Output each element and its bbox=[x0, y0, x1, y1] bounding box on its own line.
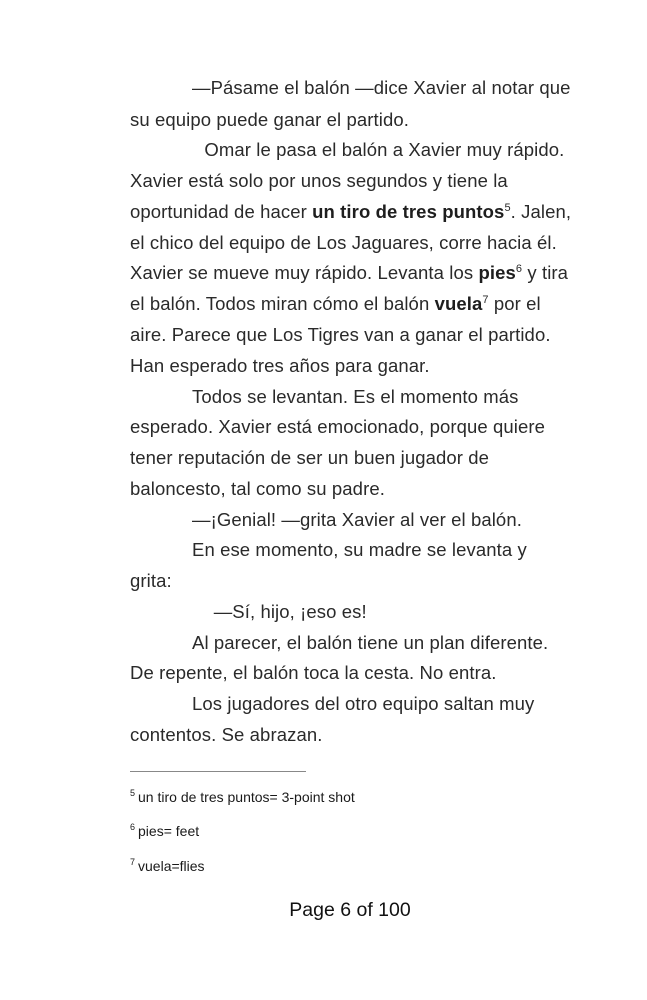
footnote-number: 5 bbox=[130, 788, 136, 799]
text-line bbox=[130, 108, 409, 132]
text-line bbox=[192, 538, 527, 562]
text-segment: Al parecer, el balón tiene un plan diferente. bbox=[192, 632, 549, 653]
footnote-number: 6 bbox=[130, 822, 136, 833]
text-segment: contentos. Se abrazan. bbox=[130, 724, 323, 745]
text-segment: Todos se levantan. Es el momento más bbox=[192, 386, 519, 407]
text-line bbox=[192, 631, 548, 655]
text-segment: . Jalen, bbox=[510, 201, 572, 222]
glossary-term: un tiro de tres puntos bbox=[312, 201, 505, 222]
text-line bbox=[192, 76, 571, 100]
text-segment: grita: bbox=[130, 570, 172, 591]
text-line bbox=[130, 446, 489, 470]
footnote-text: un tiro de tres puntos= 3-point shot bbox=[138, 789, 355, 805]
text-line bbox=[192, 508, 522, 532]
text-segment: En ese momento, su madre se levanta y bbox=[192, 539, 527, 560]
footnote-text: pies= feet bbox=[138, 823, 200, 839]
text-segment: el chico del equipo de Los Jaguares, corre hacia él. bbox=[130, 232, 557, 253]
text-line bbox=[130, 661, 497, 685]
text-line bbox=[130, 323, 551, 347]
text-segment: —Pásame el balón —dice Xavier al notar que bbox=[192, 77, 571, 98]
text-segment: y tira bbox=[522, 262, 569, 283]
text-segment: De repente, el balón toca la cesta. No entra. bbox=[130, 662, 497, 683]
text-line bbox=[130, 169, 508, 193]
text-segment: Los jugadores del otro equipo saltan muy bbox=[192, 693, 535, 714]
text-line bbox=[130, 200, 571, 224]
text-segment: por el bbox=[488, 293, 541, 314]
text-segment: Han esperado tres años para ganar. bbox=[130, 355, 430, 376]
text-line bbox=[130, 292, 541, 316]
text-line bbox=[130, 231, 557, 255]
footnote-divider bbox=[130, 771, 306, 772]
text-segment: baloncesto, tal como su padre. bbox=[130, 478, 385, 499]
text-line bbox=[214, 600, 367, 624]
text-line bbox=[192, 385, 518, 409]
footnote-reference: 5 bbox=[504, 201, 511, 214]
text-line bbox=[130, 477, 385, 501]
text-line bbox=[130, 723, 322, 747]
text-line bbox=[192, 692, 534, 716]
text-line bbox=[204, 138, 564, 162]
text-segment: —¡Genial! —grita Xavier al ver el balón. bbox=[192, 509, 522, 530]
text-segment: Xavier se mueve muy rápido. Levanta los bbox=[130, 262, 479, 283]
footnote-text: vuela=flies bbox=[138, 858, 205, 874]
footnote-number: 7 bbox=[130, 857, 136, 868]
text-segment: oportunidad de hacer bbox=[130, 201, 313, 222]
footnote-reference: 6 bbox=[515, 262, 523, 275]
footnote-reference: 7 bbox=[482, 293, 489, 306]
text-line bbox=[130, 415, 545, 439]
text-segment: Omar le pasa el balón a Xavier muy rápido. bbox=[204, 139, 565, 160]
text-segment: tener reputación de ser un buen jugador de bbox=[130, 447, 490, 468]
footnote bbox=[130, 857, 205, 875]
page-number-label: Page 6 of 100 bbox=[289, 899, 411, 921]
text-segment: Xavier está solo por unos segundos y tiene la bbox=[130, 170, 508, 191]
text-segment: el balón. Todos miran cómo el balón bbox=[130, 293, 435, 314]
text-segment: aire. Parece que Los Tigres van a ganar el partido. bbox=[130, 324, 551, 345]
text-segment: —Sí, hijo, ¡eso es! bbox=[213, 601, 367, 622]
text-line bbox=[130, 354, 430, 378]
text-line bbox=[130, 261, 568, 285]
text-segment: esperado. Xavier está emocionado, porque quiere bbox=[130, 416, 546, 437]
footnote bbox=[130, 788, 355, 806]
footnote bbox=[130, 822, 199, 840]
text-line bbox=[130, 569, 172, 593]
text-segment: su equipo puede ganar el partido. bbox=[130, 109, 409, 130]
glossary-term: pies bbox=[478, 262, 516, 283]
glossary-term: vuela bbox=[434, 293, 483, 314]
